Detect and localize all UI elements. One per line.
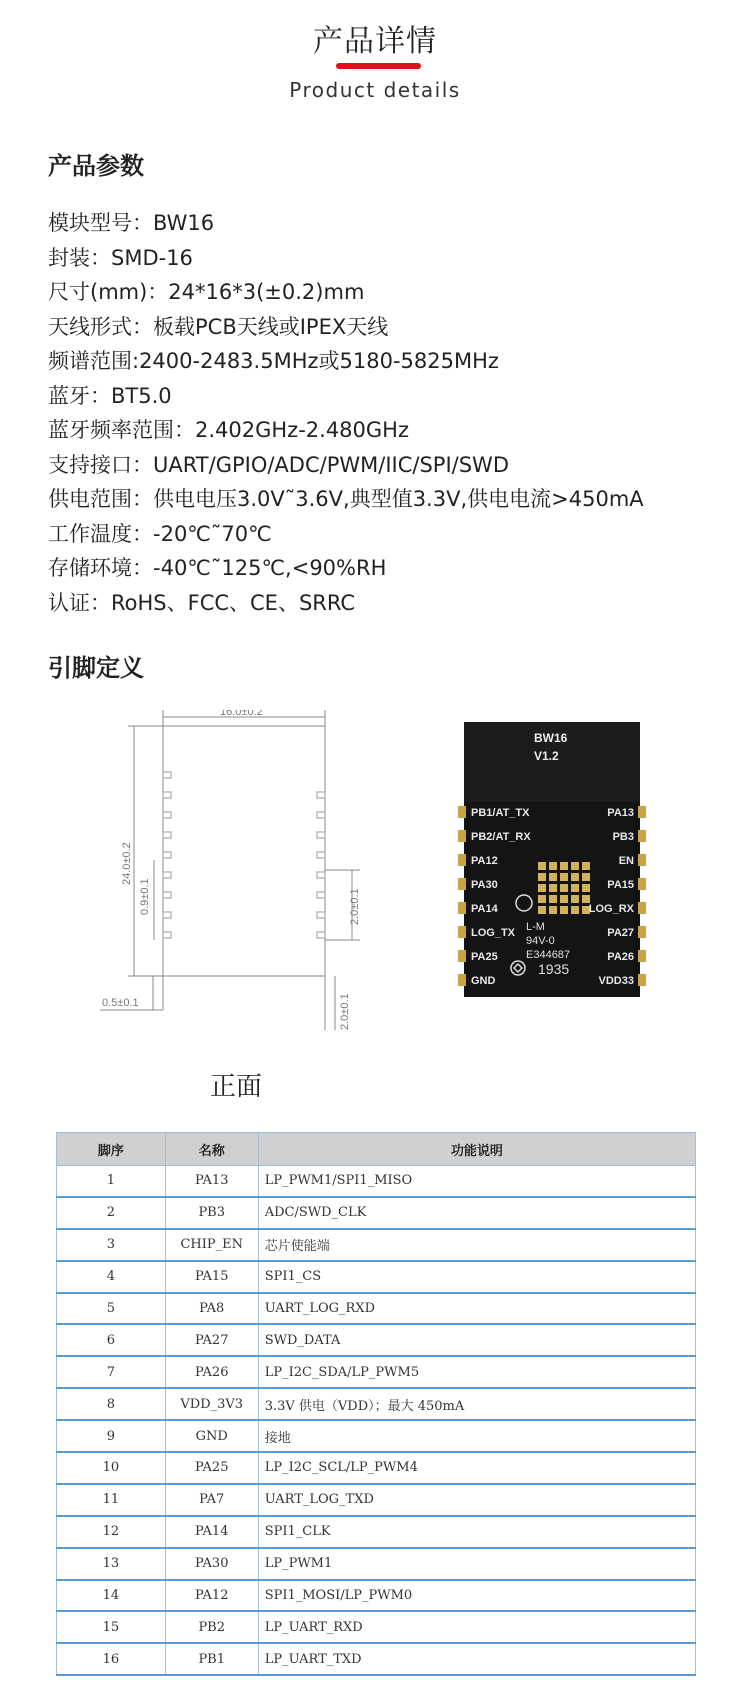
pin-number: 9 (57, 1420, 166, 1452)
left-pads (163, 772, 171, 938)
table-row (57, 1516, 696, 1548)
param-bluetooth: 蓝牙：BT5.0 (48, 383, 172, 408)
param-operating-temp: 工作温度：-20℃˜70℃ (48, 521, 272, 546)
pin-number: 12 (57, 1516, 166, 1548)
width-label: 16.0±0.2 (220, 710, 263, 718)
pin-function: LP_I2C_SCL/LP_PWM4 (258, 1452, 695, 1484)
board-mark: L-M (526, 921, 545, 933)
table-row (57, 1611, 696, 1643)
page-title: 产品详情 (313, 24, 437, 59)
pin-function: SPI1_MOSI/LP_PWM0 (258, 1580, 695, 1612)
pin-function: ADC/SWD_CLK (258, 1197, 695, 1229)
table-row (57, 1324, 696, 1356)
thickness-label: 0.5±0.1 (102, 997, 139, 1009)
dimension-diagram (90, 710, 390, 1040)
board-right-pin: PA15 (607, 879, 634, 891)
pin-name: PA8 (165, 1293, 258, 1325)
pin-section-title: 引脚定义 (48, 654, 144, 682)
param-power: 供电范围：供电电压3.0V˜3.6V,典型值3.3V,供电电流>450mA (48, 487, 644, 511)
pin-function: SPI1_CLK (258, 1516, 695, 1548)
param-model: 模块型号：BW16 (48, 211, 215, 235)
board-name: BW16 (534, 731, 568, 745)
pin-name: PB3 (165, 1197, 258, 1229)
center-pad-grid (538, 862, 590, 914)
pin-name: VDD_3V3 (165, 1388, 258, 1420)
pin-number: 8 (57, 1388, 166, 1420)
pin-function: LP_UART_TXD (258, 1643, 695, 1675)
param-size: 尺寸(mm)：24*16*3(±0.2)mm (48, 280, 365, 304)
board-left-pin: PB2/AT_RX (471, 831, 531, 843)
page-subtitle: Product details (289, 78, 461, 102)
pin-number: 1 (57, 1166, 166, 1197)
board-mark: 94V-0 (526, 935, 555, 947)
pin-name: PA26 (165, 1356, 258, 1388)
height-label: 24.0±0.2 (121, 842, 133, 885)
module-board-image (458, 722, 646, 997)
table-row (57, 1452, 696, 1484)
pin-function: UART_LOG_TXD (258, 1484, 695, 1516)
board-right-pin: LOG_RX (588, 903, 634, 915)
pitch-label: 0.9±0.1 (139, 878, 151, 915)
pin-name: PB2 (165, 1611, 258, 1643)
pin-name: PA30 (165, 1548, 258, 1580)
pin-number: 2 (57, 1197, 166, 1229)
board-mark: 1935 (538, 961, 570, 977)
col-header-name: 名称 (165, 1133, 258, 1166)
pin-name: PA15 (165, 1261, 258, 1293)
param-bt-frequency: 蓝牙频率范围：2.402GHz-2.480GHz (48, 418, 409, 442)
pin-function: 3.3V 供电（VDD）；最大 450mA (258, 1388, 695, 1420)
pin-number: 3 (57, 1229, 166, 1261)
param-interfaces: 支持接口：UART/GPIO/ADC/PWM/IIC/SPI/SWD (48, 452, 509, 477)
pin-name: CHIP_EN (165, 1229, 258, 1261)
pin-number: 6 (57, 1324, 166, 1356)
param-package: 封装：SMD-16 (48, 245, 193, 270)
pin-name: PA13 (165, 1166, 258, 1197)
pin-table (56, 1132, 696, 1676)
pin-function: UART_LOG_RXD (258, 1293, 695, 1325)
table-row (57, 1388, 696, 1420)
pin-number: 11 (57, 1484, 166, 1516)
board-right-pin: EN (618, 855, 634, 867)
pin-name: PB1 (165, 1643, 258, 1675)
front-view-label: 正面 (210, 1072, 263, 1102)
pin-name: PA7 (165, 1484, 258, 1516)
param-frequency: 频谱范围:2400-2483.5MHz或5180-5825MHz (48, 349, 499, 373)
pin-name: PA25 (165, 1452, 258, 1484)
pin-number: 14 (57, 1580, 166, 1612)
board-mark: E344687 (526, 949, 571, 961)
pin-number: 4 (57, 1261, 166, 1293)
table-row (57, 1484, 696, 1516)
pin-function: LP_PWM1/SPI1_MISO (258, 1166, 695, 1197)
pad-label: 2.0±0.1 (349, 888, 361, 925)
board-right-pin: PB3 (612, 831, 634, 843)
pin-number: 5 (57, 1293, 166, 1325)
param-antenna: 天线形式：板载PCB天线或IPEX天线 (48, 314, 389, 339)
board-right-pin: VDD33 (598, 975, 634, 987)
pin-function: LP_I2C_SDA/LP_PWM5 (258, 1356, 695, 1388)
table-row (57, 1420, 696, 1452)
pin-number: 7 (57, 1356, 166, 1388)
params-section-title: 产品参数 (48, 152, 144, 180)
pin-number: 16 (57, 1643, 166, 1675)
table-row (57, 1261, 696, 1293)
right-pads (317, 792, 325, 938)
pin-name: PA12 (165, 1580, 258, 1612)
pin-name: GND (165, 1420, 258, 1452)
pin-name: PA14 (165, 1516, 258, 1548)
board-right-pin: PA27 (607, 927, 634, 939)
pin-function: 接地 (258, 1420, 695, 1452)
board-version: V1.2 (534, 749, 559, 763)
board-left-pin: PA12 (471, 855, 498, 867)
table-row (57, 1580, 696, 1612)
pin-number: 15 (57, 1611, 166, 1643)
table-row (57, 1643, 696, 1675)
params-list (48, 206, 748, 620)
pin-table-header (57, 1133, 696, 1166)
table-row (57, 1166, 696, 1197)
pad-label-bottom: 2.0±0.1 (339, 993, 351, 1030)
table-row (57, 1548, 696, 1580)
pin-function: LP_UART_RXD (258, 1611, 695, 1643)
col-header-pin: 脚序 (57, 1133, 166, 1166)
board-left-pin: GND (471, 975, 496, 987)
pin-function: 芯片使能端 (258, 1229, 695, 1261)
board-left-pin: PA14 (471, 903, 498, 915)
board-left-pin: PA30 (471, 879, 498, 891)
param-storage: 存储环境：-40℃˜125℃,<90%RH (48, 556, 387, 580)
table-row (57, 1356, 696, 1388)
board-right-pin: PA26 (607, 951, 634, 963)
title-underline (336, 63, 421, 69)
pin-function: SWD_DATA (258, 1324, 695, 1356)
table-row (57, 1197, 696, 1229)
pin-name: PA27 (165, 1324, 258, 1356)
board-left-pin: LOG_TX (471, 927, 516, 939)
pin-function: LP_PWM1 (258, 1548, 695, 1580)
table-row (57, 1229, 696, 1261)
col-header-function: 功能说明 (258, 1133, 695, 1166)
board-left-pin: PA25 (471, 951, 498, 963)
pin-function: SPI1_CS (258, 1261, 695, 1293)
board-left-pin: PB1/AT_TX (471, 807, 530, 819)
table-row (57, 1293, 696, 1325)
pin-number: 10 (57, 1452, 166, 1484)
param-certification: 认证：RoHS、FCC、CE、SRRC (48, 590, 356, 615)
board-right-pin: PA13 (607, 807, 634, 819)
pin-number: 13 (57, 1548, 166, 1580)
